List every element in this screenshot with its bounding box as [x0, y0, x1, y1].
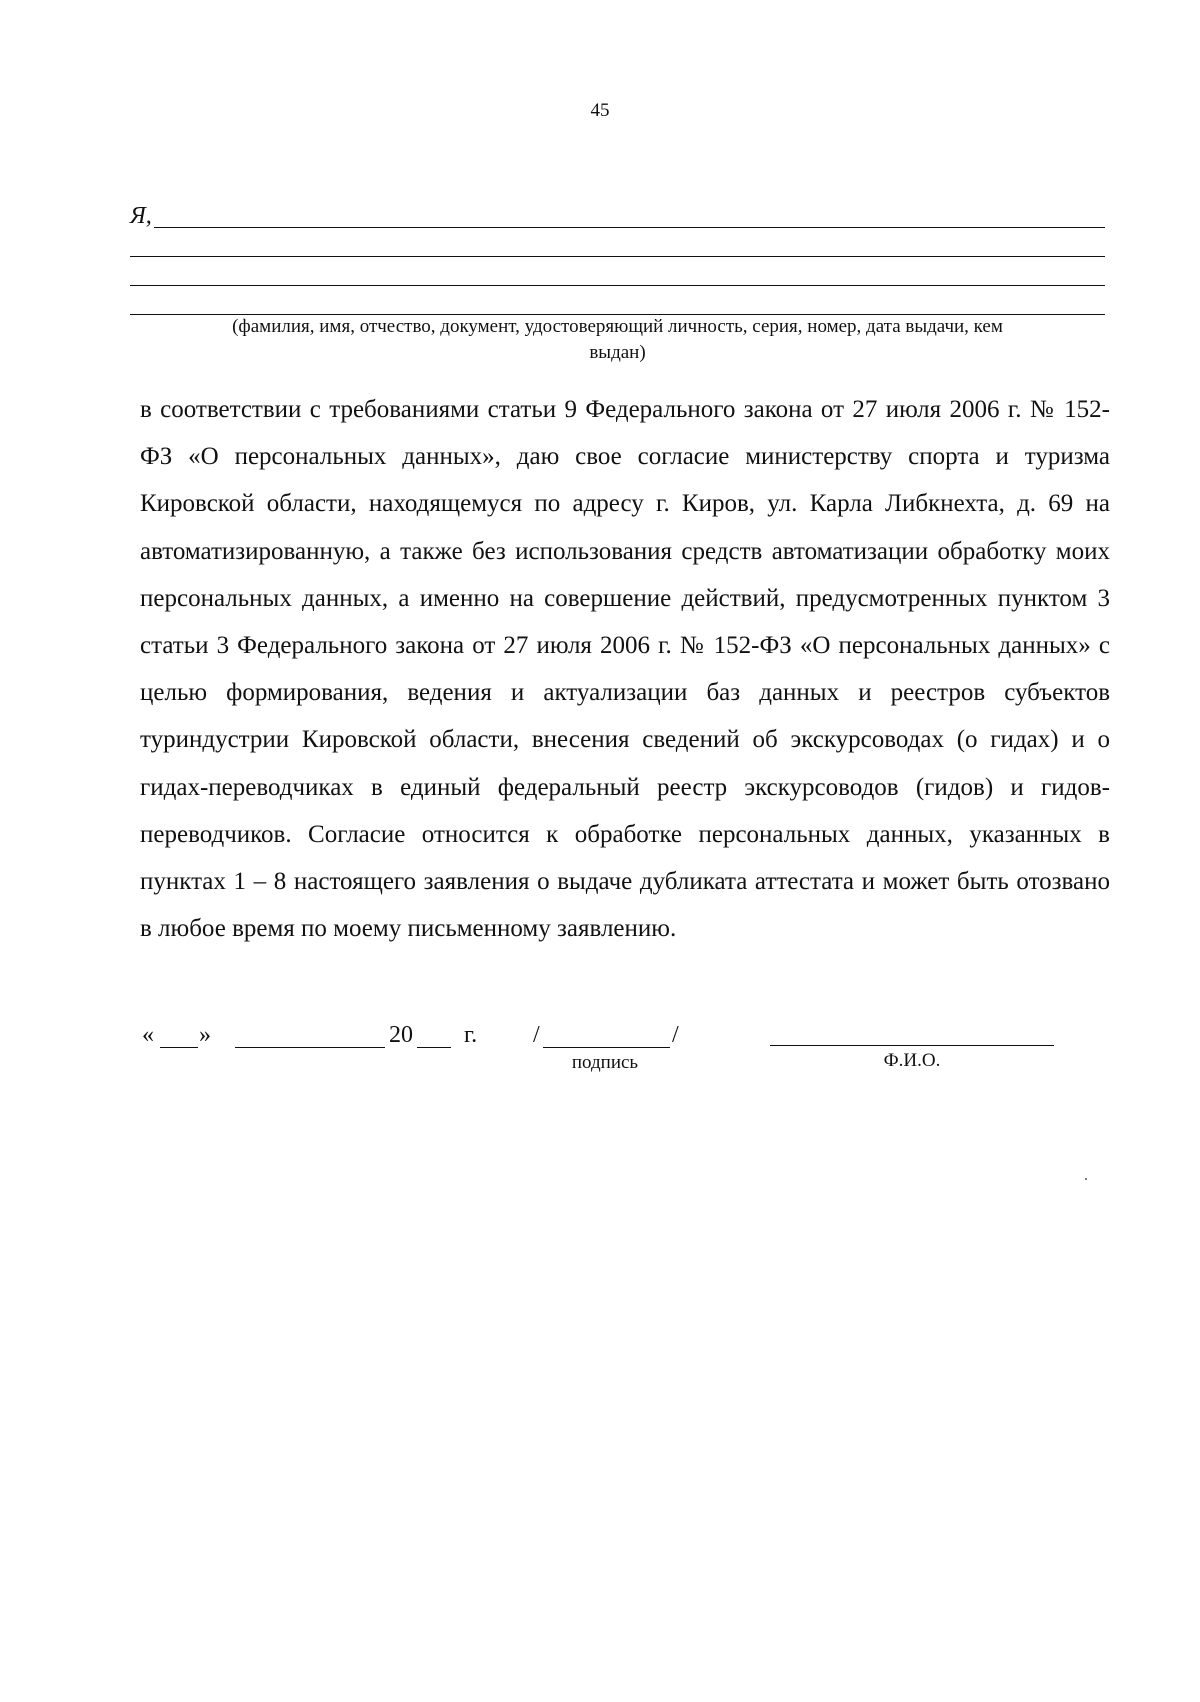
signature-field-line [543, 1046, 670, 1048]
full-name-field-line [770, 1044, 1054, 1046]
signature-caption: подпись [571, 1052, 639, 1073]
date-quote-close: » [199, 1022, 211, 1048]
applicant-name-block [130, 198, 1105, 315]
page-number: 45 [590, 100, 610, 121]
signature-row [0, 1020, 1200, 1080]
applicant-name-field-line-2 [130, 228, 1105, 257]
applicant-prefix: Я, [130, 203, 152, 229]
year-prefix: 20 [389, 1022, 413, 1048]
day-field-line [160, 1046, 198, 1048]
full-name-caption: Ф.И.О. [883, 1050, 941, 1071]
applicant-caption-line-2: выдан) [589, 342, 646, 363]
applicant-name-field-line-1 [154, 207, 1105, 228]
year-field-line [417, 1046, 451, 1048]
date-quote-open: « [142, 1022, 154, 1048]
signature-slash-left: / [533, 1022, 540, 1048]
scan-speck [1085, 1178, 1087, 1180]
year-suffix: г. [464, 1022, 478, 1048]
consent-paragraph: в соответствии с требованиями статьи 9 Федерального закона от 27 июля 2006 г. № 152-ФЗ «О персональных данных», даю свое согласие министерству спорта и туризма Кировской области, находящемуся по адресу г. Киров, ул. Карла Либкнехта, д. 69 на автоматизированную, а также без использования средств автоматизации обработку моих персональных данных, а именно на совершение действий, предусмотренных пунктом 3 статьи 3 Федерального закона от 27 июля 2006 г. № 152-ФЗ «О персональных данных» с целью формирования, ведения и актуализации баз данных и реестров субъектов туриндустрии Кировской области, внесения сведений об экскурсоводах (о гидах) и о гидах-переводчиках в единый федеральный реестр экскурсоводов (гидов) и гидов-переводчиков. Согласие относится к обработке персональных данных, указанных в пунктах 1 – 8 настоящего заявления о выдаче дубликата аттестата и может быть отозвано в любое время по моему письменному заявлению. [140, 396, 1110, 943]
month-field-line [235, 1046, 385, 1048]
applicant-caption-line-1: (фамилия, имя, отчество, документ, удостоверяющий личность, серия, номер, дата выдачи, кем [232, 316, 1003, 337]
applicant-name-field-line-3 [130, 257, 1105, 286]
applicant-field-caption [130, 314, 1105, 366]
applicant-first-row [130, 198, 1105, 228]
signature-slash-right: / [672, 1022, 679, 1048]
applicant-name-field-line-4 [130, 286, 1105, 315]
